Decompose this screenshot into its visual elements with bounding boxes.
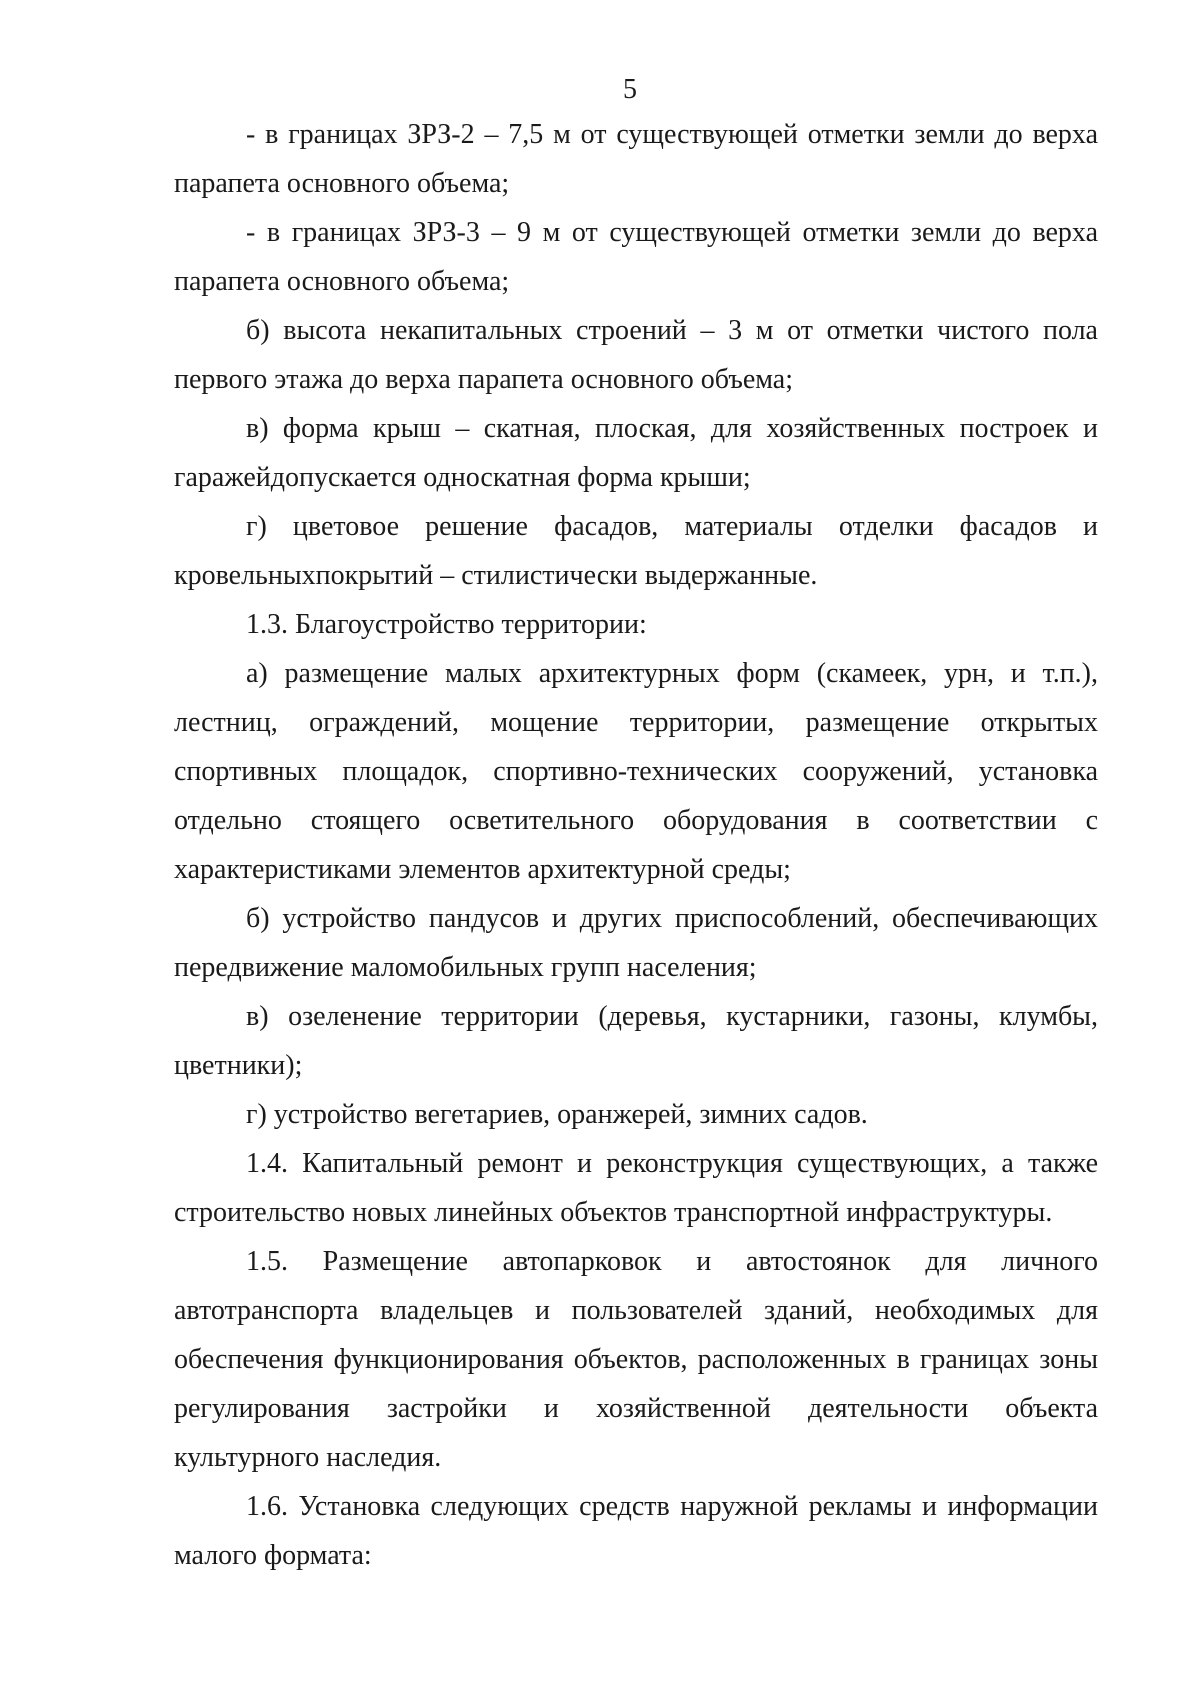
page-number: 5 (623, 74, 637, 105)
section-linear-objects: 1.4. Капитальный ремонт и реконструкция существующих, а также строительство новых линейных объектов транспортной инфраструктуры. (174, 1148, 1098, 1228)
paragraph-small-architectural-forms: а) размещение малых архитектурных форм (скамеек, урн, и т.п.), лестниц, ограждений, мощение территории, размещение открытых спортивных площадок, спортивно-технических сооружений, установка отдельно стоящего осветительного оборудования в соответствии с характеристиками элементов архитектурной среды; (174, 658, 1098, 885)
paragraph-zrz3-height: - в границах ЗРЗ-3 – 9 м от существующей отметки земли до верха парапета основного объема; (174, 217, 1098, 297)
paragraph-roof-form: в) форма крыш – скатная, плоская, для хозяйственных построек и гаражейдопускается односкатная форма крыши; (174, 413, 1098, 493)
section-parking: 1.5. Размещение автопарковок и автостоянок для личного автотранспорта владельцев и пользователей зданий, необходимых для обеспечения функционирования объектов, расположенных в границах зоны регулирования застройки и хозяйственной деятельности объекта культурного наследия. (174, 1246, 1098, 1473)
paragraph-temporary-structures-height: б) высота некапитальных строений – 3 м от отметки чистого пола первого этажа до верха парапета основного объема; (174, 315, 1098, 395)
paragraph-greenhouses: г) устройство вегетариев, оранжерей, зимних садов. (246, 1099, 868, 1130)
section-outdoor-advertising: 1.6. Установка следующих средств наружной рекламы и информации малого формата: (174, 1491, 1098, 1571)
section-heading-landscaping: 1.3. Благоустройство территории: (246, 609, 647, 640)
paragraph-greening: в) озеленение территории (деревья, кустарники, газоны, клумбы, цветники); (174, 1001, 1098, 1081)
paragraph-zrz2-height: - в границах ЗРЗ-2 – 7,5 м от существующей отметки земли до верха парапета основного объема; (174, 119, 1098, 199)
document-body (174, 110, 1098, 1580)
paragraph-facade-colors: г) цветовое решение фасадов, материалы отделки фасадов и кровельныхпокрытий – стилистически выдержанные. (174, 511, 1098, 591)
paragraph-ramps: б) устройство пандусов и других приспособлений, обеспечивающих передвижение маломобильных групп населения; (174, 903, 1098, 983)
